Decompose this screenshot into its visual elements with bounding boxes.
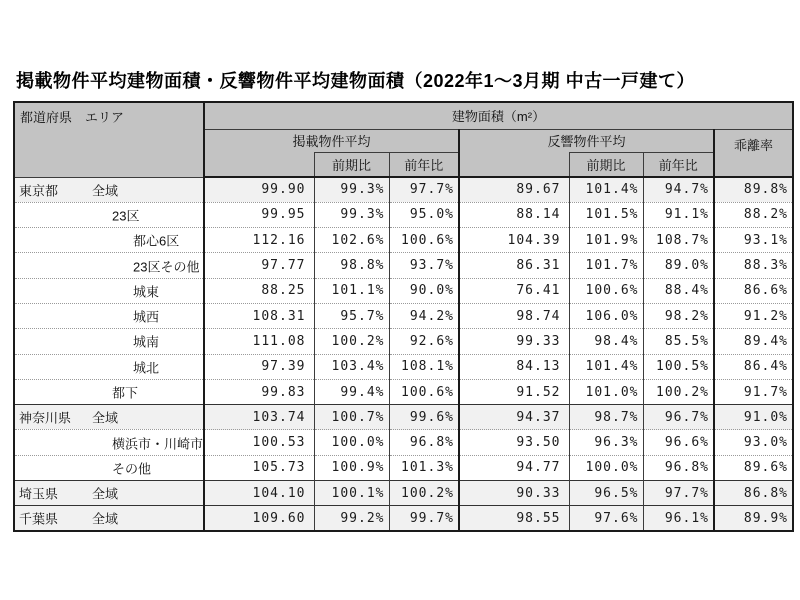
header-response-avg: 反響物件平均 [459, 129, 714, 152]
deviation-rate-value: 91.2% [714, 303, 793, 328]
listed-prev-year-value: 92.6% [389, 329, 459, 354]
table-row [14, 253, 793, 278]
table-row [14, 379, 793, 404]
response-prev-period-value: 101.5% [569, 202, 643, 227]
header-listed-prev-year: 前年比 [389, 152, 459, 177]
listed-avg-value: 99.83 [204, 379, 314, 404]
listed-prev-period-value: 102.6% [314, 228, 389, 253]
area-cell [14, 481, 204, 506]
area-label: 都心6区 [133, 233, 180, 249]
response-avg-value: 90.33 [459, 481, 569, 506]
header-building-area: 建物面積（m²） [204, 102, 793, 129]
response-prev-period-value: 96.3% [569, 430, 643, 455]
response-prev-period-value: 98.4% [569, 329, 643, 354]
response-prev-year-value: 96.1% [643, 506, 714, 531]
table-row [14, 177, 793, 202]
area-label: 城東 [133, 284, 160, 300]
table-row [14, 329, 793, 354]
area-label: 全域 [92, 410, 119, 426]
response-prev-year-value: 100.5% [643, 354, 714, 379]
deviation-rate-value: 86.8% [714, 481, 793, 506]
response-prev-period-value: 106.0% [569, 303, 643, 328]
header-listed-avg: 掲載物件平均 [204, 129, 459, 152]
table-row [14, 278, 793, 303]
header-spacer-cell [204, 152, 314, 177]
response-prev-year-value: 96.8% [643, 455, 714, 480]
deviation-rate-value: 86.4% [714, 354, 793, 379]
listed-avg-value: 109.60 [204, 506, 314, 531]
response-avg-value: 99.33 [459, 329, 569, 354]
response-prev-year-value: 97.7% [643, 481, 714, 506]
area-cell [14, 329, 204, 354]
response-prev-year-value: 89.0% [643, 253, 714, 278]
listed-avg-value: 97.39 [204, 354, 314, 379]
listed-prev-period-value: 100.1% [314, 481, 389, 506]
response-prev-period-value: 100.6% [569, 278, 643, 303]
deviation-rate-value: 93.1% [714, 228, 793, 253]
listed-avg-value: 111.08 [204, 329, 314, 354]
table-body [14, 177, 793, 531]
prefecture-label: 埼玉県 [19, 486, 59, 502]
response-prev-period-value: 101.4% [569, 354, 643, 379]
response-avg-value: 94.37 [459, 405, 569, 430]
listed-prev-period-value: 100.7% [314, 405, 389, 430]
area-label: 全域 [92, 486, 119, 502]
table-row [14, 430, 793, 455]
deviation-rate-value: 91.7% [714, 379, 793, 404]
listed-prev-year-value: 99.6% [389, 405, 459, 430]
deviation-rate-value: 93.0% [714, 430, 793, 455]
area-label: 全域 [92, 183, 119, 199]
response-prev-year-value: 91.1% [643, 202, 714, 227]
area-cell [14, 303, 204, 328]
deviation-rate-value: 86.6% [714, 278, 793, 303]
listed-prev-period-value: 99.3% [314, 177, 389, 202]
header-listed-prev-period: 前期比 [314, 152, 389, 177]
response-prev-period-value: 101.4% [569, 177, 643, 202]
table-row [14, 354, 793, 379]
area-cell [14, 228, 204, 253]
deviation-rate-value: 88.3% [714, 253, 793, 278]
area-cell [14, 379, 204, 404]
header-row-1 [14, 102, 793, 129]
deviation-rate-value: 89.8% [714, 177, 793, 202]
page-title: 掲載物件平均建物面積・反響物件平均建物面積（2022年1～3月期 中古一戸建て） [16, 71, 696, 91]
response-avg-value: 91.52 [459, 379, 569, 404]
area-cell [14, 405, 204, 430]
area-label: 城北 [133, 360, 160, 376]
response-avg-value: 104.39 [459, 228, 569, 253]
response-avg-value: 98.55 [459, 506, 569, 531]
response-prev-year-value: 98.2% [643, 303, 714, 328]
deviation-rate-value: 89.9% [714, 506, 793, 531]
listed-prev-period-value: 101.1% [314, 278, 389, 303]
response-prev-year-value: 100.2% [643, 379, 714, 404]
response-avg-value: 88.14 [459, 202, 569, 227]
building-area-table [13, 101, 794, 532]
listed-avg-value: 100.53 [204, 430, 314, 455]
listed-avg-value: 104.10 [204, 481, 314, 506]
table-row [14, 481, 793, 506]
response-avg-value: 98.74 [459, 303, 569, 328]
deviation-rate-value: 89.4% [714, 329, 793, 354]
area-label: 23区その他 [133, 259, 200, 275]
deviation-rate-value: 91.0% [714, 405, 793, 430]
area-cell [14, 506, 204, 531]
listed-prev-period-value: 99.4% [314, 379, 389, 404]
response-prev-year-value: 88.4% [643, 278, 714, 303]
header-pref-area: 都道府県 エリア [14, 102, 204, 177]
area-label: その他 [112, 461, 152, 477]
listed-prev-period-value: 99.3% [314, 202, 389, 227]
listed-prev-year-value: 101.3% [389, 455, 459, 480]
table-header [14, 102, 793, 177]
response-prev-period-value: 96.5% [569, 481, 643, 506]
prefecture-label: 神奈川県 [19, 410, 72, 426]
listed-prev-year-value: 90.0% [389, 278, 459, 303]
response-avg-value: 76.41 [459, 278, 569, 303]
header-response-prev-year: 前年比 [643, 152, 714, 177]
listed-avg-value: 112.16 [204, 228, 314, 253]
table-row [14, 303, 793, 328]
header-deviation-rate: 乖離率 [714, 129, 793, 177]
response-prev-year-value: 94.7% [643, 177, 714, 202]
listed-prev-period-value: 98.8% [314, 253, 389, 278]
response-prev-period-value: 100.0% [569, 455, 643, 480]
listed-avg-value: 108.31 [204, 303, 314, 328]
listed-prev-year-value: 100.2% [389, 481, 459, 506]
area-cell [14, 202, 204, 227]
listed-prev-period-value: 100.0% [314, 430, 389, 455]
response-prev-period-value: 101.9% [569, 228, 643, 253]
deviation-rate-value: 89.6% [714, 455, 793, 480]
area-label: 都下 [112, 385, 139, 401]
response-prev-period-value: 98.7% [569, 405, 643, 430]
listed-prev-year-value: 99.7% [389, 506, 459, 531]
area-cell [14, 278, 204, 303]
table-row [14, 506, 793, 531]
area-cell [14, 253, 204, 278]
header-response-prev-period: 前期比 [569, 152, 643, 177]
listed-avg-value: 99.90 [204, 177, 314, 202]
listed-prev-year-value: 97.7% [389, 177, 459, 202]
area-label: 城南 [133, 334, 160, 350]
area-label: 横浜市・川崎市 [112, 436, 204, 452]
listed-avg-value: 99.95 [204, 202, 314, 227]
listed-avg-value: 97.77 [204, 253, 314, 278]
table-row [14, 228, 793, 253]
response-prev-year-value: 85.5% [643, 329, 714, 354]
response-avg-value: 94.77 [459, 455, 569, 480]
listed-avg-value: 88.25 [204, 278, 314, 303]
area-cell [14, 455, 204, 480]
table-row [14, 455, 793, 480]
header-spacer-cell [459, 152, 569, 177]
response-prev-year-value: 96.7% [643, 405, 714, 430]
listed-prev-year-value: 93.7% [389, 253, 459, 278]
response-prev-period-value: 101.0% [569, 379, 643, 404]
listed-prev-year-value: 96.8% [389, 430, 459, 455]
response-avg-value: 93.50 [459, 430, 569, 455]
listed-prev-period-value: 99.2% [314, 506, 389, 531]
listed-prev-year-value: 100.6% [389, 379, 459, 404]
listed-prev-period-value: 100.2% [314, 329, 389, 354]
response-avg-value: 86.31 [459, 253, 569, 278]
listed-prev-period-value: 100.9% [314, 455, 389, 480]
table-row [14, 405, 793, 430]
listed-prev-year-value: 95.0% [389, 202, 459, 227]
area-label: 全域 [92, 511, 119, 527]
response-prev-year-value: 108.7% [643, 228, 714, 253]
area-cell [14, 177, 204, 202]
prefecture-label: 東京都 [19, 183, 59, 199]
response-prev-year-value: 96.6% [643, 430, 714, 455]
listed-prev-year-value: 108.1% [389, 354, 459, 379]
area-label: 城西 [133, 309, 160, 325]
area-label: 23区 [112, 208, 140, 224]
response-prev-period-value: 101.7% [569, 253, 643, 278]
area-cell [14, 430, 204, 455]
response-prev-period-value: 97.6% [569, 506, 643, 531]
prefecture-label: 千葉県 [19, 511, 59, 527]
response-avg-value: 84.13 [459, 354, 569, 379]
listed-prev-year-value: 100.6% [389, 228, 459, 253]
listed-prev-year-value: 94.2% [389, 303, 459, 328]
listed-avg-value: 105.73 [204, 455, 314, 480]
response-avg-value: 89.67 [459, 177, 569, 202]
listed-prev-period-value: 95.7% [314, 303, 389, 328]
table-row [14, 202, 793, 227]
listed-prev-period-value: 103.4% [314, 354, 389, 379]
area-cell [14, 354, 204, 379]
deviation-rate-value: 88.2% [714, 202, 793, 227]
listed-avg-value: 103.74 [204, 405, 314, 430]
